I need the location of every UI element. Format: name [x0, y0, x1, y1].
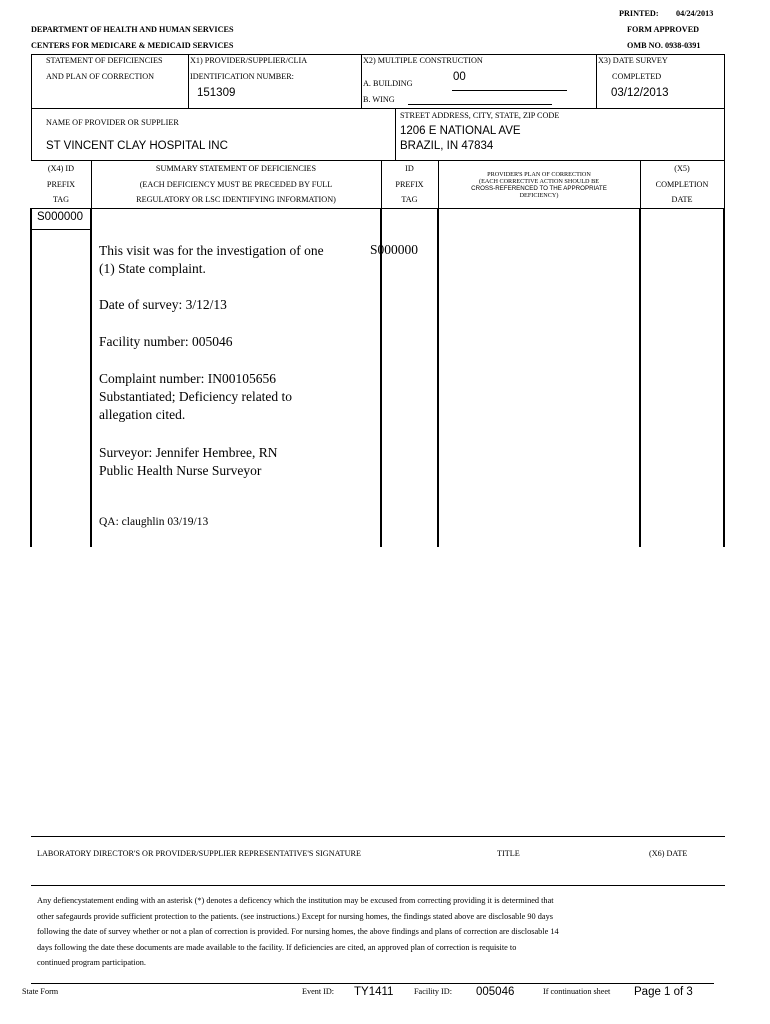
provider-name-label: NAME OF PROVIDER OR SUPPLIER [46, 118, 179, 127]
x4-header-line1: (X4) ID [47, 164, 75, 173]
agency-department: DEPARTMENT OF HEALTH AND HUMAN SERVICES [31, 25, 234, 34]
provider-id-value: 151309 [197, 87, 236, 99]
id-header-line1: ID [405, 164, 414, 173]
x2-label: X2) MULTIPLE CONSTRUCTION [363, 56, 483, 65]
x5-header-line1: (X5) [674, 164, 690, 173]
surveyor-line1: Surveyor: Jennifer Hembree, RN [99, 445, 278, 460]
form-approved: FORM APPROVED [627, 25, 700, 34]
address-line1: 1206 E NATIONAL AVE [400, 125, 521, 137]
building-label: A. BUILDING [363, 79, 413, 88]
summary-header-line1: SUMMARY STATEMENT OF DEFICIENCIES [155, 164, 317, 173]
continuation-label: If continuation sheet [543, 987, 611, 996]
survey-completed-date: 03/12/2013 [611, 87, 669, 99]
signature-date-label: (X6) DATE [649, 849, 688, 858]
x3-label-line2: COMPLETED [612, 72, 662, 81]
omb-number: OMB NO. 0938-0391 [627, 41, 701, 50]
wing-label: B. WING [363, 95, 395, 104]
disclaimer-line3: following the date of survey whether or not a plan of correction is provided. For nursing homes, the above findings and plans of correction are disclosable 14 [37, 927, 559, 936]
disclaimer-line4: days following the date these documents are made available to the facility. If deficiencies are cited, an approved plan of correction is requisite to [37, 942, 517, 952]
signature-label: LABORATORY DIRECTOR'S OR PROVIDER/SUPPLIER REPRESENTATIVE'S SIGNATURE [37, 849, 361, 858]
disclaimer [37, 893, 559, 971]
disclaimer-line5: continued program participation. [37, 958, 146, 967]
id-header-line2: PREFIX [395, 180, 424, 189]
facility-number-line: Facility number: 005046 [99, 334, 233, 349]
building-value: 00 [453, 71, 466, 83]
address-label: STREET ADDRESS, CITY, STATE, ZIP CODE [400, 111, 560, 120]
event-id-label: Event ID: [302, 987, 335, 996]
x1-label-line2: IDENTIFICATION NUMBER: [190, 72, 294, 81]
provider-name: ST VINCENT CLAY HOSPITAL INC [46, 140, 228, 152]
agency-cms: CENTERS FOR MEDICARE & MEDICAID SERVICES [31, 41, 234, 50]
statement-label-line2: AND PLAN OF CORRECTION [46, 72, 155, 81]
complaint-line3: allegation cited. [99, 407, 186, 422]
plan-header-line3: CROSS-REFERENCED TO THE APPROPRIATE [471, 185, 607, 192]
x5-header-line3: DATE [671, 195, 693, 204]
paragraph-visit-line1: This visit was for the investigation of one [99, 243, 324, 258]
paragraph-visit-line2: (1) State complaint. [99, 261, 206, 276]
x3-label-line1: X3) DATE SURVEY [598, 56, 668, 65]
tag-right: S000000 [370, 242, 419, 257]
state-form-label: State Form [22, 987, 59, 996]
statement-label-line1: STATEMENT OF DEFICIENCIES [46, 56, 163, 65]
event-id-value: TY1411 [354, 986, 394, 998]
plan-header-line2: (EACH CORRECTIVE ACTION SHOULD BE [479, 178, 599, 185]
id-header-line3: TAG [401, 195, 418, 204]
summary-header-line3: REGULATORY OR LSC IDENTIFYING INFORMATION) [136, 195, 336, 204]
page-number: Page 1 of 3 [634, 986, 693, 998]
printed-date: 04/24/2013 [676, 9, 714, 18]
summary-header-line2: (EACH DEFICIENCY MUST BE PRECEDED BY FULL [139, 180, 333, 189]
facility-id-value: 005046 [476, 986, 515, 998]
surveyor-line2: Public Health Nurse Surveyor [99, 463, 262, 478]
paragraph-facility-number [99, 333, 232, 351]
title-label: TITLE [497, 849, 520, 858]
qa-line: QA: claughlin 03/19/13 [99, 516, 209, 528]
paragraph-complaint [99, 370, 292, 424]
paragraph-visit [99, 242, 324, 278]
disclaimer-line1: Any defiencystatement ending with an asterisk (*) denotes a deficency which the institution may be excused from correcting providing it is determined that [37, 896, 554, 905]
x4-header-line2: PREFIX [46, 180, 76, 189]
survey-date-line: Date of survey: 3/12/13 [99, 297, 227, 312]
paragraph-survey-date [99, 296, 227, 314]
disclaimer-line2: other safegaurds provide sufficient protection to the patients. (see instructions.) Except for nursing homes, the findings stated above are disclosable 90 days [37, 911, 553, 921]
plan-header-line4: DEFICIENCY) [519, 192, 559, 199]
x5-header-line2: COMPLETION [655, 180, 709, 189]
paragraph-surveyor [99, 444, 277, 480]
plan-header-line1: PROVIDER'S PLAN OF CORRECTION [487, 171, 591, 178]
complaint-line1: Complaint number: IN00105656 [99, 371, 276, 386]
facility-id-label: Facility ID: [414, 987, 452, 996]
complaint-line2: Substantiated; Deficiency related to [99, 389, 293, 404]
x4-header-line3: TAG [52, 195, 70, 204]
x1-label-line1: X1) PROVIDER/SUPPLIER/CLIA [190, 56, 308, 65]
printed-label: PRINTED: [619, 9, 659, 18]
tag-left: S000000 [37, 211, 84, 223]
address-line2: BRAZIL, IN 47834 [400, 140, 494, 152]
